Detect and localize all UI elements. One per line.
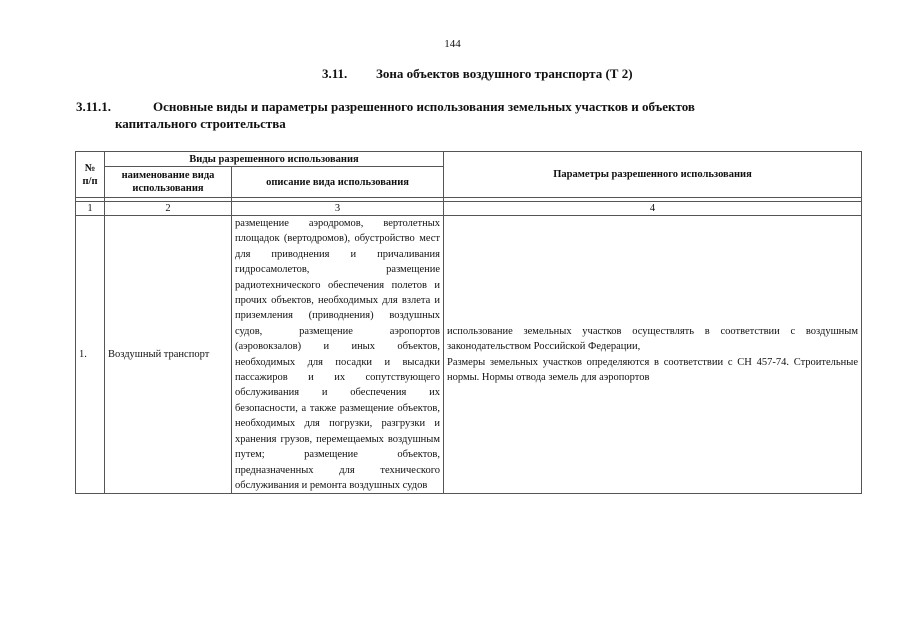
subsection-title-line1: Основные виды и параметры разрешенного использования земельных участков и объектов [153,99,695,114]
row-params-line: Размеры земельных участков определяются в соответствии с СН 457-74. Строительные нормы. Нормы отвода земель для аэропортов [447,356,859,384]
row-params-line: использование земельных участков осуществлять в соответствии с воздушным законодательством Российской Федерации, [447,325,859,353]
header-group: Виды разрешенного использования [105,152,444,167]
row-name: Воздушный транспорт [105,216,232,494]
section-title [322,66,633,82]
header-params: Параметры разрешенного использования [444,152,862,198]
header-description: описание вида использования [232,167,444,198]
subsection-title-line2: капитального строительства [115,116,286,131]
column-index: 4 [444,202,862,216]
column-index-row [76,202,862,216]
column-index: 2 [105,202,232,216]
page-number: 144 [444,38,461,50]
row-description: размещение аэродромов, вертолетных площадок (вертодромов), обустройство мест для приводнения и причаливания гидросамолетов, размещение радиотехнического обеспечения полетов и прочих объектов, необходимых для взлета и приземления (приводнения) воздушных судов, размещение аэропортов (аэровокзалов) и иных объектов, необходимых для посадки и высадки пассажиров и их сопутствующего обслуживания и обеспечения их безопасности, а также размещение объектов, необходимых для погрузки, разгрузки и хранения грузов, перемещаемых воздушным путем; размещение объектов, предназначенных для технического обслуживания и ремонта воздушных судов [232,216,444,494]
section-title-text: Зона объектов воздушного транспорта (Т 2) [376,66,633,81]
subsection-number: 3.11.1. [76,99,112,114]
row-num: 1. [76,216,105,494]
row-params [444,216,862,494]
land-use-table [75,151,862,494]
column-index: 3 [232,202,444,216]
column-index: 1 [76,202,105,216]
section-number: 3.11. [322,66,348,81]
subsection-title [76,98,836,132]
header-num: № п/п [76,152,105,198]
header-name: наименование вида использования [105,167,232,198]
table-row [76,216,862,494]
